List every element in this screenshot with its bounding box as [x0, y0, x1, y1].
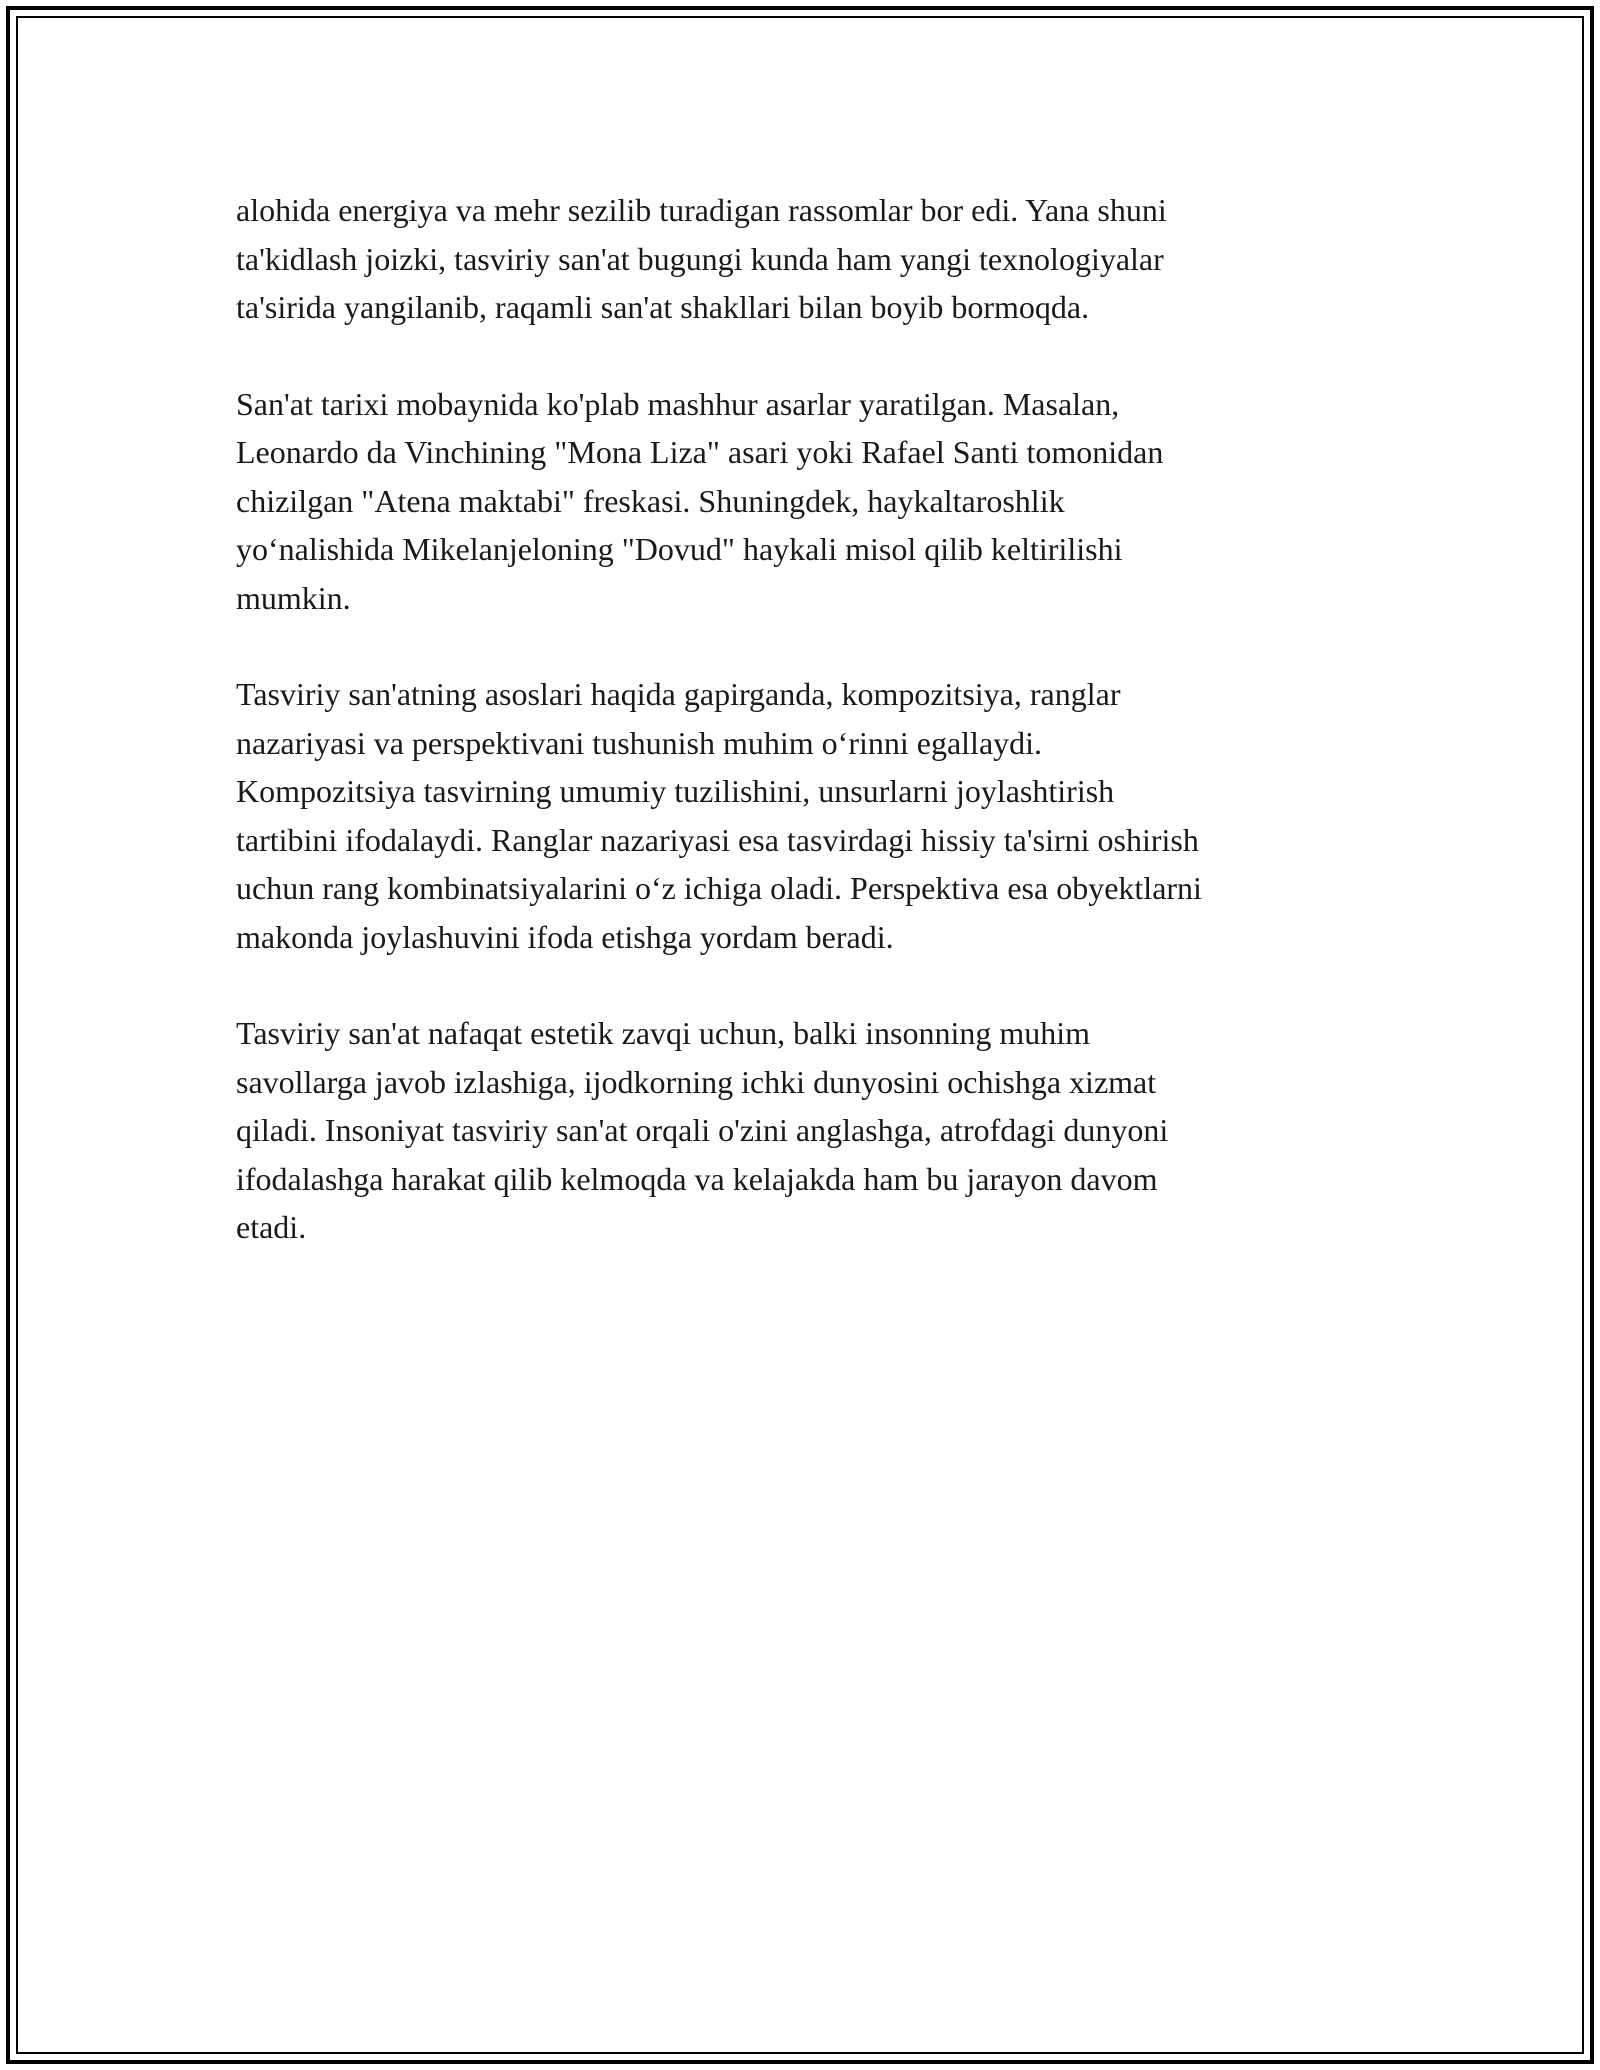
paragraph: San'at tarixi mobaynida ko'plab mashhur asarlar yaratilgan. Masalan, Leonardo da Vinchining "Mona Liza" asari yoki Rafael Santi tomonidan chizilgan "Atena maktabi" freskasi. Shuningdek, haykaltaroshlik yoʻnalishida Mikelanjeloning "Dovud" haykali misol qilib keltirilishi mumkin. [236, 385, 1164, 616]
paragraph: Tasviriy san'atning asoslari haqida gapirganda, kompozitsiya, ranglar nazariyasi va perspektivani tushunish muhim oʻrinni egallaydi. Kompozitsiya tasvirning umumiy tuzilishini, unsurlarni joylashtirish tartibini ifodalaydi. Ranglar nazariyasi esa tasvirdagi hissiy ta'sirni oshirish uchun rang kombinatsiyalarini oʻz ichiga oladi. Perspektiva esa obyektlarni makonda joylashuvini ifoda etishga yordam beradi. [236, 676, 1202, 955]
document-body [236, 186, 1356, 1300]
paragraph: alohida energiya va mehr sezilib turadigan rassomlar bor edi. Yana shuni ta'kidlash joizki, tasviriy san'at bugungi kunda ham yangi texnologiyalar ta'sirida yangilanib, raqamli san'at shakllari bilan boyib bormoqda. [236, 192, 1167, 325]
paragraph: Tasviriy san'at nafaqat estetik zavqi uchun, balki insonning muhim savollarga javob izlashiga, ijodkorning ichki dunyosini ochishga xizmat qiladi. Insoniyat tasviriy san'at orqali o'zini anglashga, atrofdagi dunyoni ifodalashga harakat qilib kelmoqda va kelajakda ham bu jarayon davom etadi. [236, 1015, 1169, 1245]
